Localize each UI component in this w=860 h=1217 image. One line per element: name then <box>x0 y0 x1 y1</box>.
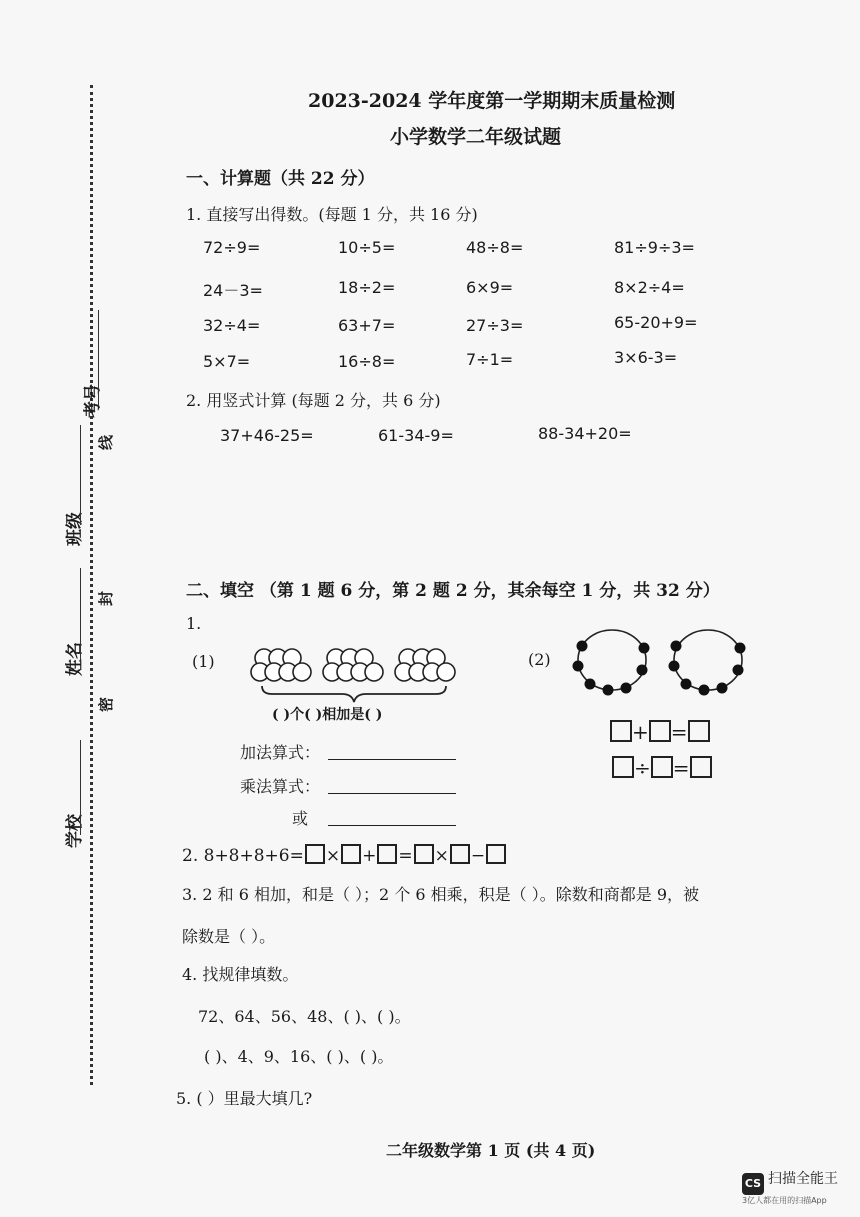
seal-mi: 密 <box>97 696 115 712</box>
answer-box[interactable] <box>610 720 632 742</box>
seal-xian: 线 <box>97 434 115 450</box>
part1-label: (1) <box>192 652 215 671</box>
calc-item: 24－3= <box>203 281 263 300</box>
or-label: 或 <box>292 809 309 828</box>
multiplication-answer-line <box>328 774 456 794</box>
apple-group-icon <box>395 649 455 681</box>
calc-item: 27÷3= <box>466 316 524 335</box>
calc-item: 48÷8= <box>466 238 524 257</box>
section2-q4-sequence1: 72、64、56、48、( )、( )。 <box>198 1007 411 1026</box>
answer-box[interactable] <box>486 844 506 864</box>
scanner-app-name: 扫描全能王 <box>768 1171 838 1187</box>
name-blank <box>80 568 81 663</box>
calc-item: 72÷9= <box>203 238 261 257</box>
answer-box[interactable] <box>450 844 470 864</box>
answer-box[interactable] <box>305 844 325 864</box>
answer-box[interactable] <box>612 756 634 778</box>
calc-item: 10÷5= <box>338 238 396 257</box>
exam-no-label: 考号 <box>83 384 103 418</box>
page-footer: 二年级数学第 1 页 (共 4 页) <box>386 1141 596 1160</box>
calc-item: 18÷2= <box>338 278 396 297</box>
apple-group-icon <box>323 649 383 681</box>
seal-feng: 封 <box>97 590 115 606</box>
calc-item: 7÷1= <box>466 350 514 369</box>
section2-q2: 2. 8+8+8+6= × + = × − <box>182 844 507 866</box>
bead-circles-illustration <box>572 622 752 698</box>
multiplication-label: 乘法算式： <box>240 777 321 796</box>
section2-q3-line1: 3. 2 和 6 相加，和是（ ）；2 个 6 相乘，积是（ ）。除数和商都是 9，被 <box>182 885 700 904</box>
section2-heading: 二、填空 （第 1 题 6 分，第 2 题 2 分，其余每空 1 分，共 32 分） <box>186 581 720 601</box>
section2-q3-line2: 除数是（ ）。 <box>182 927 276 946</box>
answer-box[interactable] <box>651 756 673 778</box>
exam-title: 2023-2024 学年度第一学期期末质量检测 <box>308 90 676 112</box>
answer-box[interactable] <box>649 720 671 742</box>
calc-item: 63+7= <box>338 316 396 335</box>
section1-q1-label: 1. 直接写出得数。(每题 1 分，共 16 分) <box>186 205 478 224</box>
apples-caption: ( )个( )相加是( ) <box>272 707 383 723</box>
calc-item: 32÷4= <box>203 316 261 335</box>
addition-label: 加法算式： <box>240 743 321 762</box>
calc-item: 3×6-3= <box>614 348 678 367</box>
answer-box[interactable] <box>690 756 712 778</box>
class-label: 班级 <box>65 512 85 546</box>
vertical-calc-item: 88-34+20= <box>538 424 632 443</box>
calc-item: 65-20+9= <box>614 313 698 332</box>
camscanner-logo-icon: CS <box>742 1173 764 1195</box>
section1-heading: 一、计算题（共 22 分） <box>186 169 375 189</box>
brace-icon <box>262 686 446 702</box>
section2-q5-label: 5. ( ）里最大填几? <box>176 1089 313 1108</box>
vertical-calc-item: 37+46-25= <box>220 426 314 445</box>
section2-q4-sequence2: ( )、4、9、16、( )、( )。 <box>204 1047 394 1066</box>
answer-box[interactable] <box>341 844 361 864</box>
answer-box[interactable] <box>377 844 397 864</box>
addition-answer-line <box>328 740 456 760</box>
name-label: 姓名 <box>65 642 85 676</box>
calc-item: 8×2÷4= <box>614 278 685 297</box>
apple-group-icon <box>251 649 311 681</box>
binding-dotted-line <box>90 85 93 1085</box>
answer-box[interactable] <box>414 844 434 864</box>
vertical-calc-item: 61-34-9= <box>378 426 454 445</box>
division-boxes: ÷ = <box>612 756 712 780</box>
addition-boxes: + = <box>610 720 710 744</box>
calc-item: 5×7= <box>203 352 251 371</box>
answer-box[interactable] <box>688 720 710 742</box>
section2-q1-number: 1. <box>186 614 202 633</box>
calc-item: 16÷8= <box>338 352 396 371</box>
or-answer-line <box>328 806 456 826</box>
section1-q2-label: 2. 用竖式计算 (每题 2 分，共 6 分) <box>186 391 441 410</box>
calc-item: 6×9= <box>466 278 514 297</box>
class-blank <box>80 425 81 525</box>
scanner-tagline: 3亿人都在用的扫描App <box>742 1196 827 1205</box>
exam-subtitle: 小学数学二年级试题 <box>390 126 562 148</box>
part2-label: (2) <box>528 650 551 669</box>
school-blank <box>80 740 81 835</box>
calc-item: 81÷9÷3= <box>614 238 695 257</box>
scanner-watermark <box>742 1168 838 1206</box>
school-label: 学校 <box>65 814 85 848</box>
section2-q4-label: 4. 找规律填数。 <box>182 965 299 984</box>
exam-no-blank <box>98 310 99 405</box>
apples-illustration <box>250 636 460 706</box>
